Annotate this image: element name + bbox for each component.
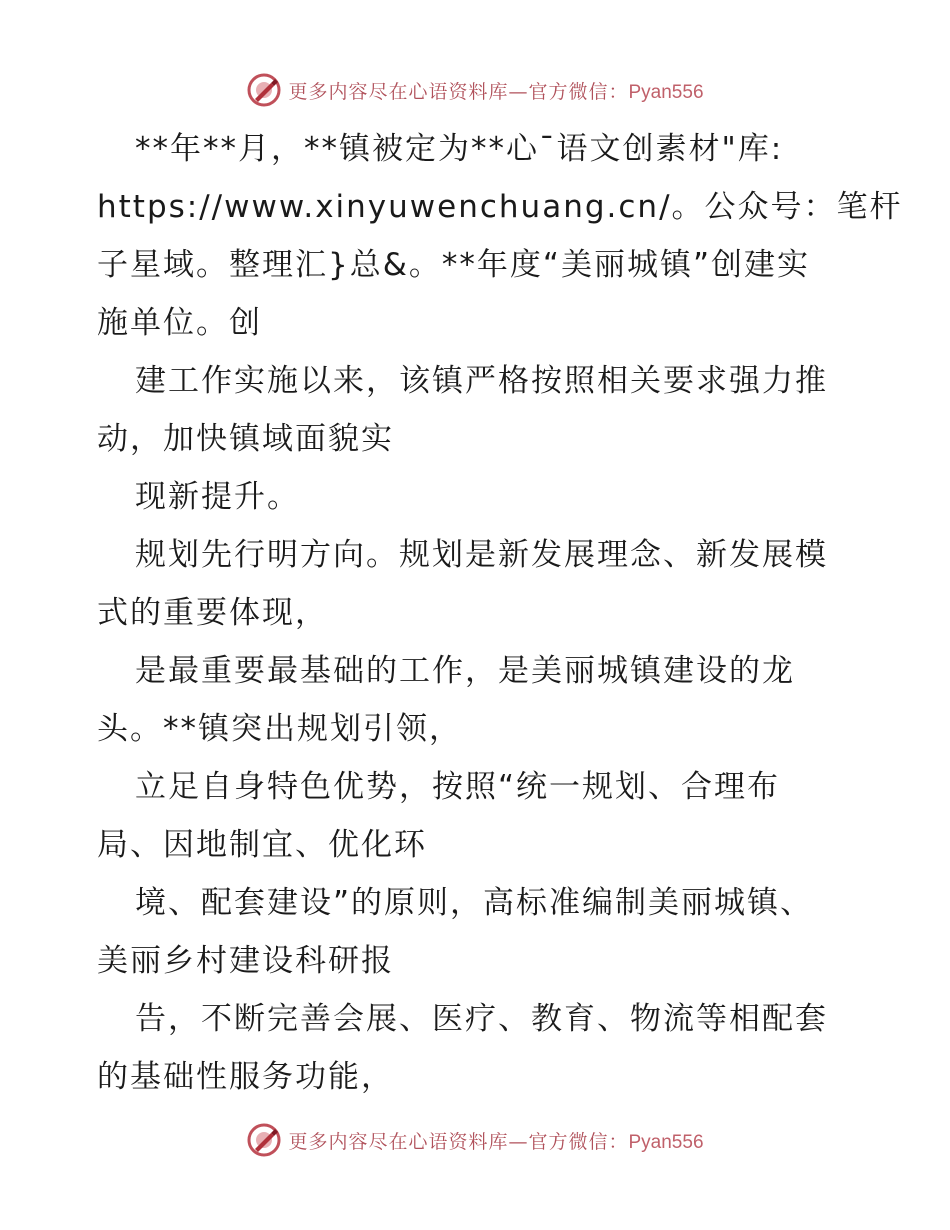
banner-site-name: 更多内容尽在心语资料库 xyxy=(288,1130,509,1153)
text-line: 美丽乡村建设科研报 xyxy=(97,943,394,979)
text-line: 式的重要体现， xyxy=(97,595,328,631)
text-line: 告，不断完善会展、医疗、教育、物流等相配套 xyxy=(135,1001,828,1037)
text-line: 是最重要最基础的工作，是美丽城镇建设的龙 xyxy=(135,653,795,689)
text-line: **年**月，**镇被定为**心¯语文创素材"库: xyxy=(135,131,784,167)
banner-text xyxy=(288,1127,703,1154)
text-line: 境、配套建设”的原则，高标准编制美丽城镇、 xyxy=(135,885,814,921)
text-line: 规划先行明方向。规划是新发展理念、新发展模 xyxy=(135,537,828,573)
text-line: 子星域。整理汇}总&。**年度“美丽城镇”创建实 xyxy=(97,247,811,283)
text-line: 施单位。创 xyxy=(97,305,262,341)
text-line: 的基础性服务功能， xyxy=(97,1059,394,1095)
banner-site-name: 更多内容尽在心语资料库 xyxy=(288,80,509,103)
text-line: 动，加快镇域面貌实 xyxy=(97,421,394,457)
pen-logo-icon xyxy=(246,72,282,108)
document-body xyxy=(97,120,903,1106)
banner-handle: Pyan556 xyxy=(628,81,704,103)
text-line: 现新提升。 xyxy=(135,479,300,515)
banner-wechat-label: 官方微信： xyxy=(528,1130,629,1153)
text-line: 局、因地制宜、优化环 xyxy=(97,827,427,863)
banner-dash: — xyxy=(508,1130,529,1153)
text-line: 建工作实施以来，该镇严格按照相关要求强力推 xyxy=(135,363,828,399)
pen-logo-icon xyxy=(246,1122,282,1158)
text-line: https://www.xinyuwenchuang.cn/。公众号：笔杆 xyxy=(97,189,903,225)
text-line: 立足自身特色优势，按照“统一规划、合理布 xyxy=(135,769,781,805)
banner-dash: — xyxy=(508,80,529,103)
banner-text xyxy=(288,77,703,104)
banner-wechat-label: 官方微信： xyxy=(528,80,629,103)
footer-banner xyxy=(0,1122,950,1158)
header-banner xyxy=(0,72,950,108)
banner-handle: Pyan556 xyxy=(628,1131,704,1153)
text-line: 头。**镇突出规划引领， xyxy=(97,711,462,747)
